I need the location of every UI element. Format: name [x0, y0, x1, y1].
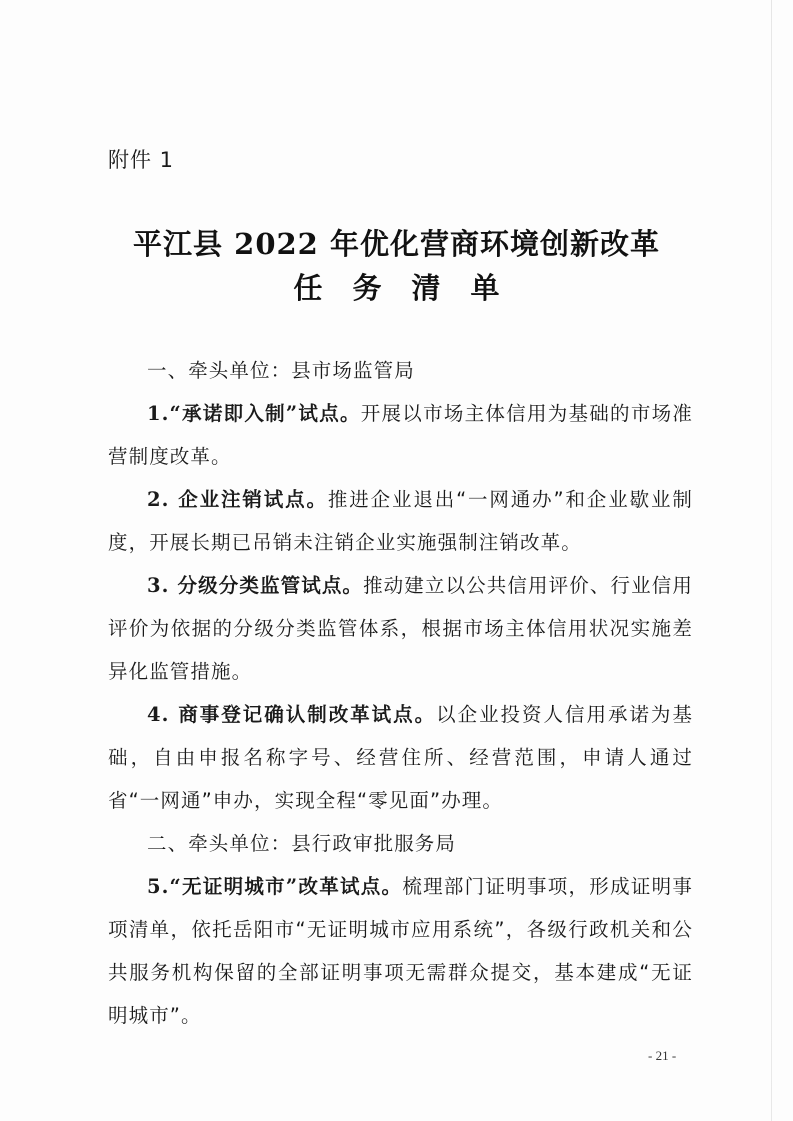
list-item — [108, 478, 693, 564]
page-number: - 21 - — [648, 1048, 677, 1063]
item-lead: 4. 商事登记确认制改革试点。 — [147, 703, 437, 726]
item-text: 推进企业退出“一网通办”和企业歇业制度，开展长期已吊销未注销企业实施强制注销改革。 — [108, 488, 693, 554]
list-item — [108, 693, 693, 822]
item-text: 梳理部门证明事项，形成证明事项清单，依托岳阳市“无证明城市应用系统”，各级行政机关和公共服务机构保留的全部证明事项无需群众提交，基本建成“无证明城市”。 — [108, 875, 693, 1027]
document-subtitle: 任务清单 — [293, 271, 530, 305]
item-lead: 5.“无证明城市”改革试点。 — [147, 875, 403, 898]
list-item — [108, 392, 693, 478]
scan-edge-line — [771, 0, 772, 1121]
item-text: 以企业投资人信用承诺为基础，自由申报名称字号、经营住所、经营范围，申请人通过省“一网通”申办，实现全程“零见面”办理。 — [108, 703, 693, 812]
list-item — [108, 865, 693, 1037]
item-text: 推动建立以公共信用评价、行业信用评价为依据的分级分类监管体系，根据市场主体信用状况实施差异化监管措施。 — [108, 574, 693, 683]
document-title: 平江县 2022 年优化营商环境创新改革 — [133, 227, 660, 261]
section-heading: 二、牵头单位：县行政审批服务局 — [147, 832, 457, 855]
item-lead: 1.“承诺即入制”试点。 — [147, 402, 361, 425]
attachment-label: 附件 1 — [108, 148, 175, 172]
section-heading: 一、牵头单位：县市场监管局 — [147, 359, 415, 382]
item-lead: 3. 分级分类监管试点。 — [147, 574, 364, 597]
item-lead: 2. 企业注销试点。 — [147, 488, 328, 511]
list-item — [108, 564, 693, 693]
item-text: 开展以市场主体信用为基础的市场准营制度改革。 — [108, 402, 693, 468]
document-body — [108, 349, 693, 1037]
